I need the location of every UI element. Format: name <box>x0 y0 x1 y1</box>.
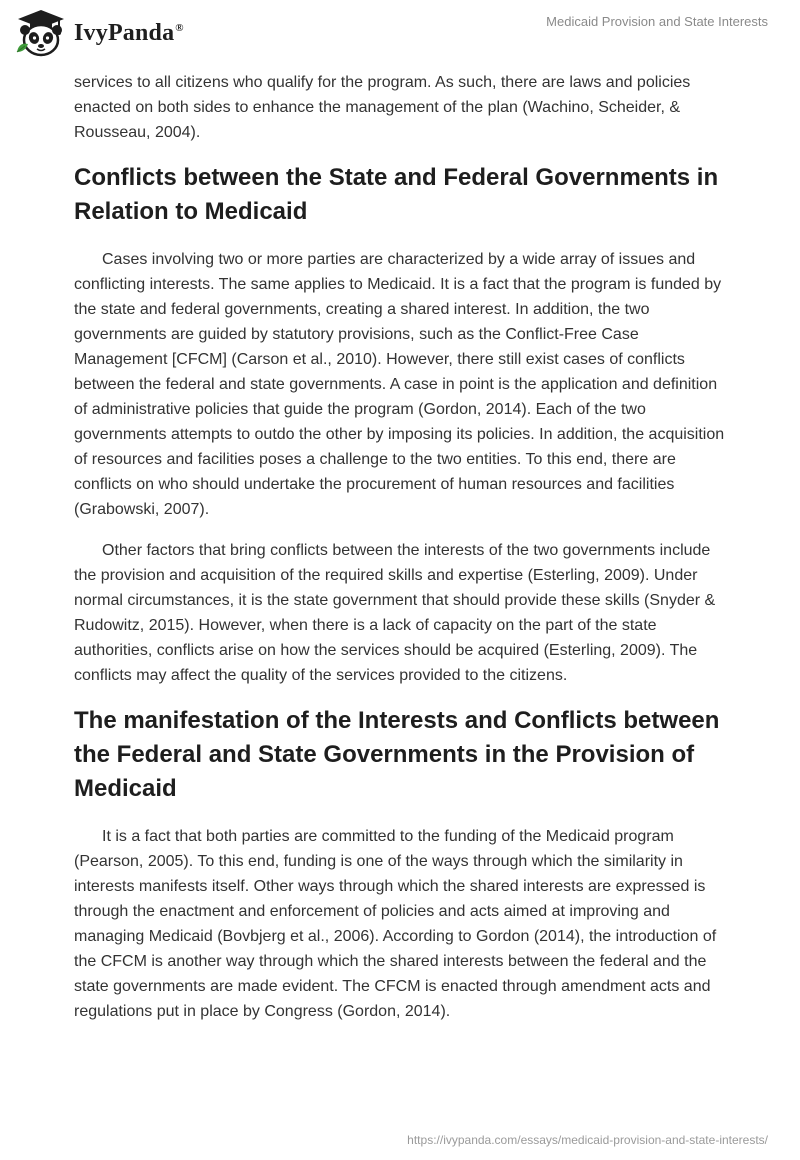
document-title: Medicaid Provision and State Interests <box>546 14 768 29</box>
section-heading-manifestation: The manifestation of the Interests and Conflicts between the Federal and State Governments in the Provision of Medicaid <box>74 707 720 802</box>
ivypanda-logo[interactable] <box>14 8 184 58</box>
paragraph: It is a fact that both parties are committed to the funding of the Medicaid program (Pearson, 2005). To this end, funding is one of the ways through which the similarity in interests manifests itself. Other ways through which the shared interests are expressed is through the enactment and enforcement of policies and acts aimed at improving and managing Medicaid (Bovbjerg et al., 2006). According to Gordon (2014), the introduction of the CFCM is another way through which the shared interests between the federal and the state governments are made evident. The CFCM is enacted through amendment acts and regulations put in place by Congress (Gordon, 2014). <box>74 828 717 1020</box>
intro-paragraph: services to all citizens who qualify for the program. As such, there are laws and policies enacted on both sides to enhance the management of the plan (Wachino, Scheider, & Rousseau, 2004). <box>74 74 691 141</box>
section-heading-conflicts: Conflicts between the State and Federal Governments in Relation to Medicaid <box>74 164 719 225</box>
brand-name: IvyPanda® <box>74 19 184 46</box>
essay-content <box>74 70 726 1040</box>
paragraph: Other factors that bring conflicts between the interests of the two governments include the provision and acquisition of the required skills and expertise (Esterling, 2009). Under normal circumstances, it is the state government that should provide these skills (Snyder & Rudowitz, 2015). However, when there is a lack of capacity on the part of the state authorities, conflicts arise on how the services should be acquired (Esterling, 2009). The conflicts may affect the quality of the services provided to the citizens. <box>74 542 716 684</box>
source-url[interactable]: https://ivypanda.com/essays/medicaid-provision-and-state-interests/ <box>407 1133 768 1147</box>
registered-mark: ® <box>175 21 184 34</box>
panda-graduate-icon <box>14 8 68 58</box>
page-header <box>0 0 800 64</box>
paragraph: Cases involving two or more parties are characterized by a wide array of issues and conflicting interests. The same applies to Medicaid. It is a fact that the program is funded by the state and federal governments, creating a shared interest. In addition, the two governments are guided by statutory provisions, such as the Conflict-Free Case Management [CFCM] (Carson et al., 2010). However, there still exist cases of conflicts between the federal and state governments. A case in point is the application and definition of administrative policies that guide the program (Gordon, 2014). Each of the two governments attempts to outdo the other by imposing its policies. In addition, the acquisition of resources and facilities poses a challenge to the two entities. To this end, there are conflicts on who should undertake the procurement of human resources and facilities (Grabowski, 2007). <box>74 251 725 518</box>
